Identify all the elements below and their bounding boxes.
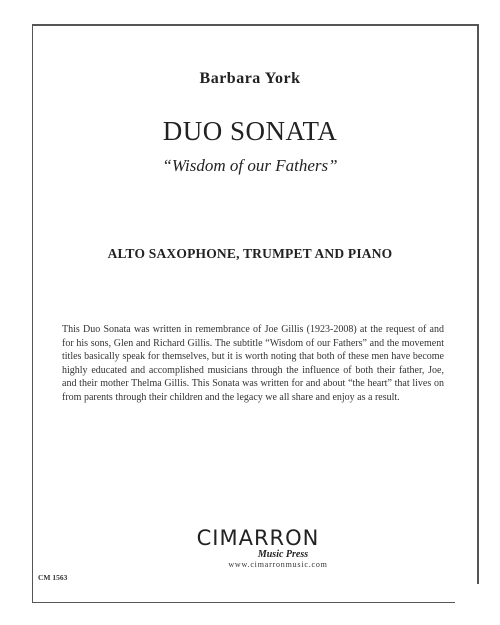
composer-name: Barbara York [199, 70, 301, 87]
publisher-subtitle: Music Press [257, 549, 309, 560]
catalog-number: CM 1563 [38, 573, 68, 582]
program-note: This Duo Sonata was written in remembrance of Joe Gillis (1923-2008) at the request of and for his sons, Glen and Richard Gillis. The subtitle “Wisdom of our Fathers” and the movement titles basically speak for themselves, but it is worth noting that both of these men have become highly educated and accomplished musicians through the influence of both their father, Joe, and their mother Thelma Gillis. This Sonata was written for and about “the heart” that lives on from parents through their children and the legacy we all share and enjoy as a result. [62, 324, 444, 403]
publisher-url: www.cimarronmusic.com [228, 560, 328, 569]
instrumentation: ALTO SAXOPHONE, TRUMPET AND PIANO [107, 246, 393, 261]
work-subtitle: “Wisdom of our Fathers” [162, 156, 338, 175]
publisher-name: CIMARRON [196, 526, 320, 550]
publisher-logo [178, 526, 338, 570]
page-frame [32, 24, 455, 603]
work-title: DUO SONATA [162, 116, 338, 146]
right-border-line [477, 24, 479, 584]
